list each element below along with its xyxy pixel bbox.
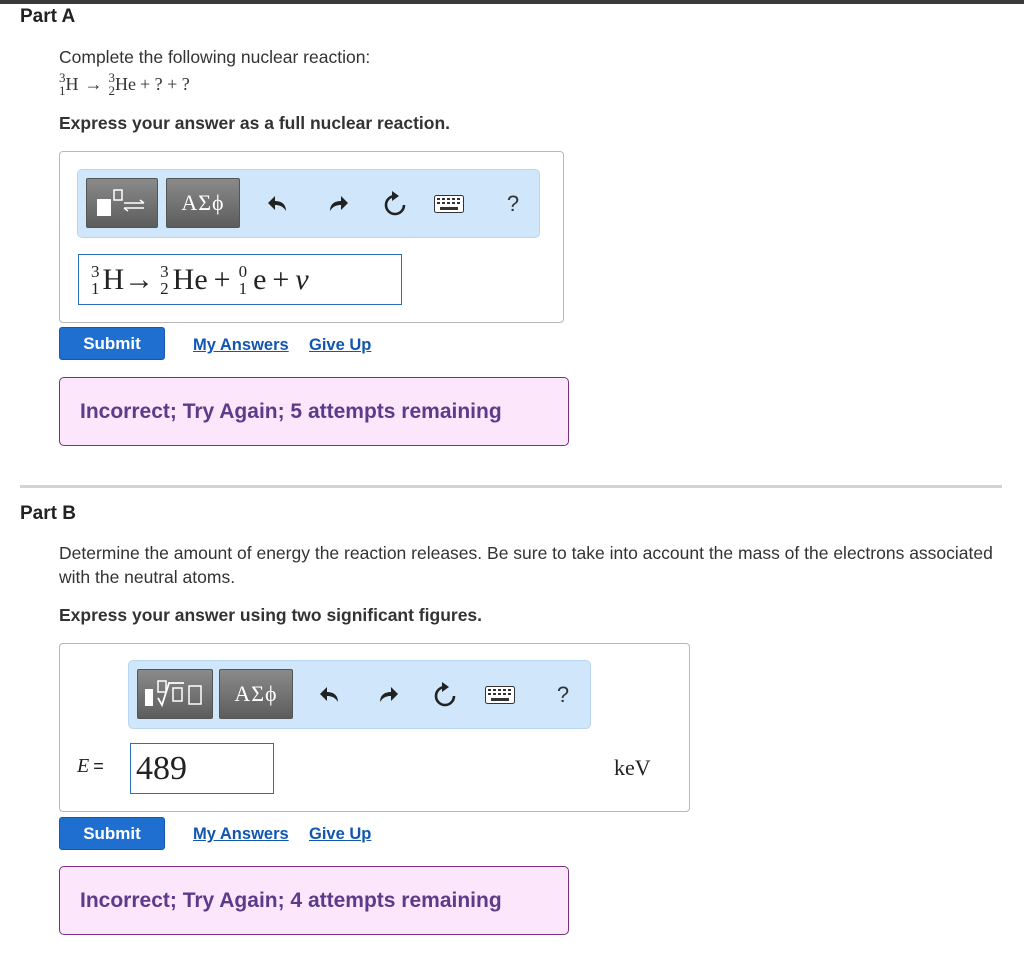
part-a-feedback-text: Incorrect; Try Again; 5 attempts remaining — [80, 399, 502, 423]
answer-h-symbol: H — [102, 262, 125, 296]
redo-arrow-icon[interactable] — [323, 190, 353, 218]
part-b-give-up-link[interactable]: Give Up — [309, 825, 372, 843]
answer-e-symbol: e — [253, 262, 267, 296]
answer-he-atomic: 2 — [160, 278, 169, 298]
part-b-feedback-text: Incorrect; Try Again; 4 attempts remaining — [80, 888, 502, 912]
part-b-submit-button[interactable]: Submit — [59, 817, 165, 850]
part-b-answer-box — [59, 643, 690, 812]
answer-plus-1: + — [213, 262, 231, 296]
template-sqrt-button[interactable] — [137, 669, 213, 719]
greek-symbols-button[interactable] — [219, 669, 293, 719]
reaction-arrow: → — [84, 73, 103, 94]
part-a-give-up-link[interactable]: Give Up — [309, 336, 372, 354]
answer-h-mass: 3 — [91, 261, 100, 281]
answer-plus-2: + — [272, 262, 290, 296]
product-mass-number: 3 — [108, 70, 115, 85]
answer-e-atomic: 1 — [238, 278, 248, 298]
helium3-nuclide — [109, 71, 137, 97]
reaction-unknowns: + ? + ? — [140, 73, 190, 94]
part-b-my-answers-link[interactable]: My Answers — [193, 825, 289, 843]
help-icon[interactable]: ? — [556, 682, 570, 707]
part-b-prompt: Determine the amount of energy the reaction releases. Be sure to take into account the mass of the electrons associated with the neutral atoms. — [59, 543, 993, 587]
greek-label: ΑΣϕ — [234, 681, 278, 706]
part-a-my-answers-link[interactable]: My Answers — [193, 336, 289, 354]
answer-neutrino-symbol: ν — [295, 262, 309, 296]
energy-variable-label — [77, 755, 104, 778]
energy-unit: keV — [614, 755, 651, 780]
product-symbol: He — [115, 73, 136, 94]
answer-he-nuclide — [160, 263, 207, 297]
part-a-title: Part A — [20, 6, 76, 27]
part-divider — [20, 485, 1002, 488]
answer-h-nuclide — [91, 263, 124, 297]
part-b-feedback — [59, 866, 569, 935]
part-a-instruction: Express your answer as a full nuclear reaction. — [59, 113, 450, 133]
answer-he-mass: 3 — [160, 261, 169, 281]
reactant-mass-number: 3 — [59, 70, 66, 85]
part-a-equation-input[interactable] — [78, 254, 402, 305]
redo-arrow-icon[interactable] — [373, 681, 403, 709]
answer-he-symbol: He — [172, 262, 208, 296]
part-a-answer-box — [59, 151, 564, 323]
keyboard-icon[interactable] — [432, 192, 466, 216]
top-border — [0, 0, 1024, 4]
answer-electron — [239, 263, 267, 297]
energy-input[interactable]: 489 — [130, 743, 274, 794]
part-b-toolbar — [128, 660, 591, 729]
undo-arrow-icon[interactable] — [263, 190, 293, 218]
template-matrix-icon — [94, 187, 150, 219]
answer-e-mass: 0 — [238, 261, 248, 281]
help-icon[interactable]: ? — [506, 191, 520, 216]
tritium-nuclide — [59, 71, 79, 97]
part-b-instruction: Express your answer using two significant figures. — [59, 605, 483, 625]
part-a-feedback — [59, 377, 569, 446]
undo-arrow-icon[interactable] — [315, 681, 345, 709]
greek-label: ΑΣϕ — [181, 190, 225, 215]
answer-h-atomic: 1 — [91, 278, 100, 298]
reactant-symbol: H — [65, 73, 79, 94]
template-sqrt-icon — [142, 677, 208, 711]
answer-arrow: → — [124, 262, 155, 296]
variable-e: E — [77, 755, 90, 777]
template-matrix-button[interactable] — [86, 178, 158, 228]
part-a-submit-button[interactable]: Submit — [59, 327, 165, 360]
reactant-atomic-number: 1 — [59, 83, 66, 98]
keyboard-icon[interactable] — [483, 683, 517, 707]
greek-symbols-button[interactable] — [166, 178, 240, 228]
part-a-reaction — [59, 70, 190, 98]
reset-icon[interactable] — [380, 188, 410, 220]
product-atomic-number: 2 — [108, 83, 115, 98]
part-a-prompt: Complete the following nuclear reaction: — [59, 47, 371, 67]
reset-icon[interactable] — [430, 679, 460, 711]
part-a-toolbar — [77, 169, 540, 238]
part-b-title: Part B — [20, 503, 76, 524]
equals-sign: = — [93, 756, 104, 776]
